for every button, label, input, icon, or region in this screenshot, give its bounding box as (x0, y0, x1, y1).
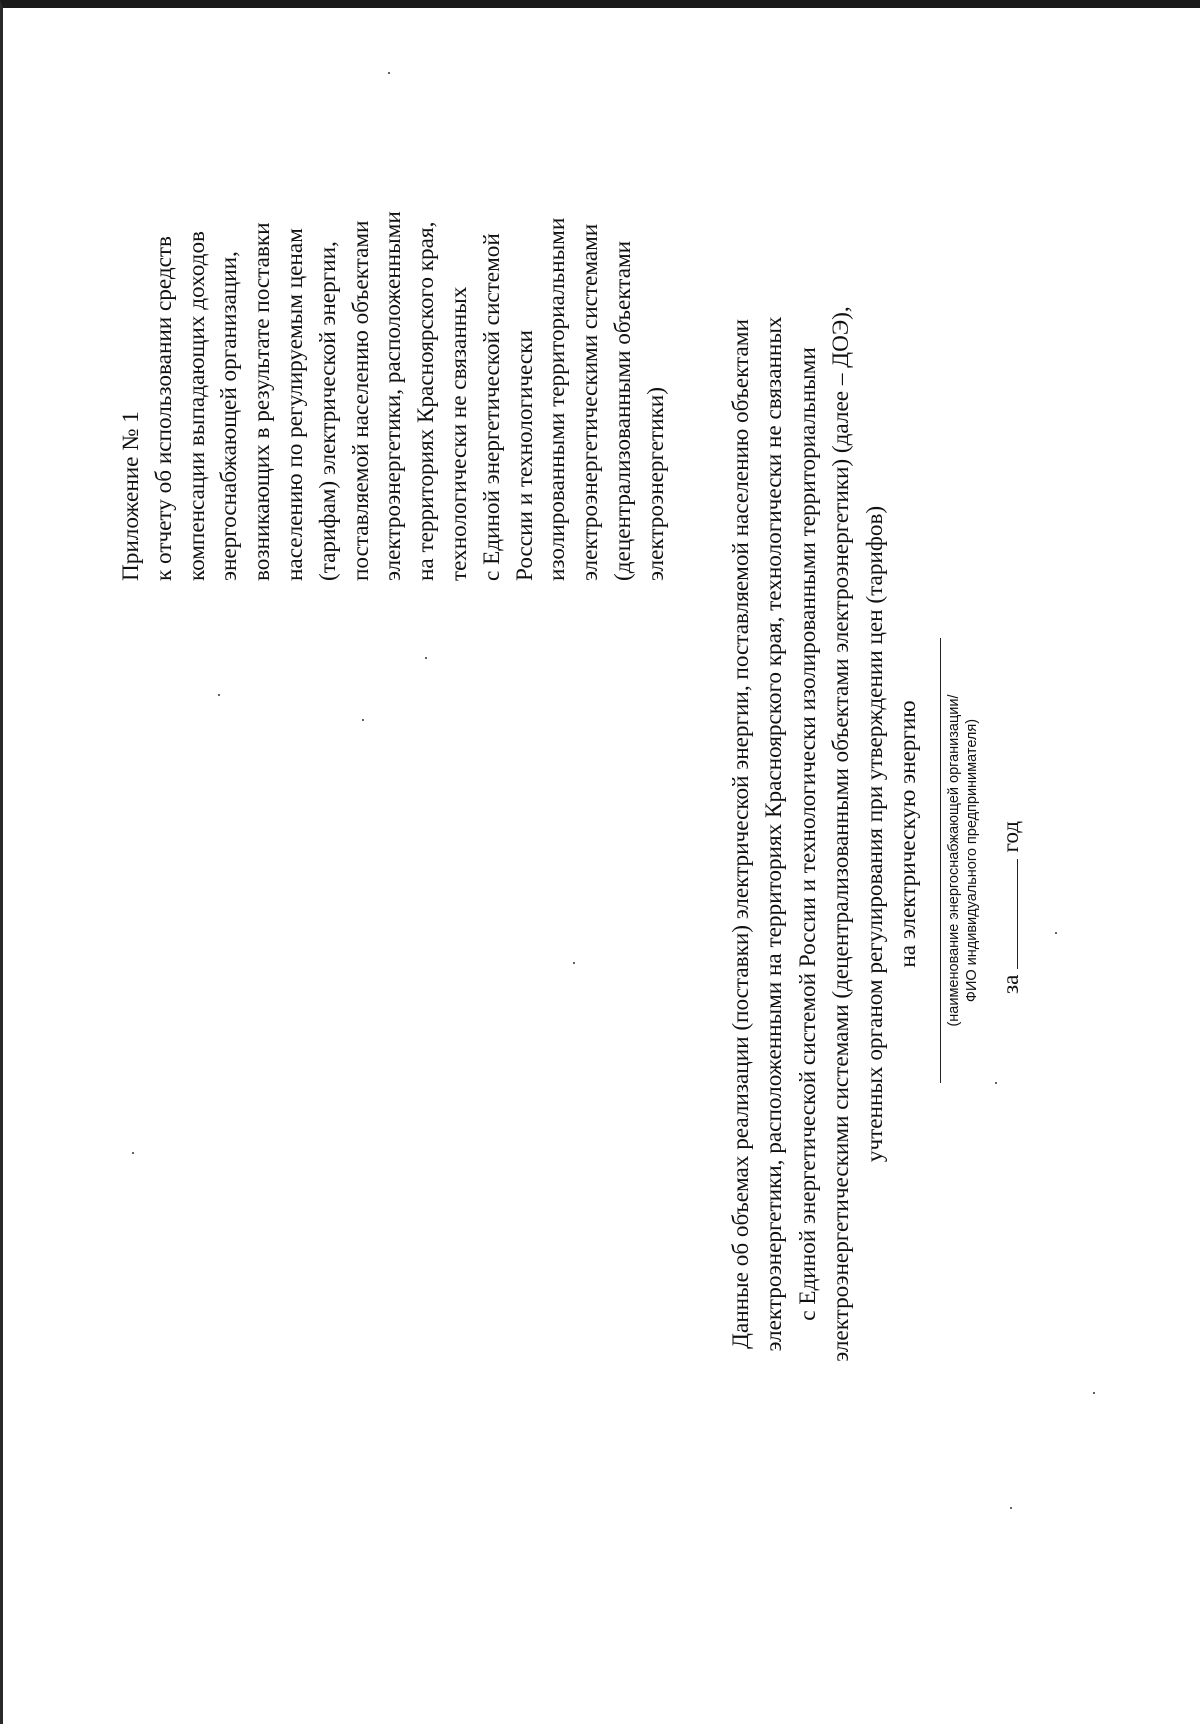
title-line: электроэнергетическими системами (децентрализованными объектами электроэнергетики) (далее – ДОЭ), (828, 306, 855, 1362)
appendix-line: России и технологически (511, 330, 538, 581)
scan-speck (425, 657, 427, 659)
scan-speck (132, 1152, 134, 1154)
appendix-line: электроэнергетическими системами (577, 223, 604, 581)
organization-name-line (940, 638, 941, 1083)
caption-line: ФИО индивидуального предпринимателя) (963, 718, 980, 1003)
period-prefix: за (998, 974, 1024, 994)
appendix-line: (тарифам) электрической энергии, (314, 241, 341, 581)
scan-speck (1093, 1392, 1095, 1394)
reporting-period (997, 694, 1025, 994)
caption-line: (наименование энергоснабжающей организации/ (946, 694, 962, 1027)
title-line: Данные об объемах реализации (поставки) электрической энергии, поставляемой населению объектами (728, 319, 754, 1349)
scan-speck (388, 72, 390, 74)
appendix-number: Приложение № 1 (118, 411, 144, 581)
appendix-line: к отчету об использовании средств (150, 235, 177, 581)
appendix-line: (децентрализованными объектами (609, 240, 636, 581)
appendix-heading (115, 36, 673, 581)
appendix-line: компенсации выпадающих доходов (183, 231, 210, 581)
appendix-line: на территориях Красноярского края, (413, 221, 440, 581)
appendix-line: поставляемой населению объектами (347, 220, 374, 581)
appendix-line: изолированными территориальными (544, 217, 571, 581)
title-line: с Единой энергетической системой России и технологически изолированными территориальными (794, 347, 821, 1321)
period-suffix: год (998, 820, 1024, 853)
organization-name-caption (946, 638, 981, 1083)
appendix-line: электроэнергетики, расположенными (380, 211, 407, 581)
scan-speck (1055, 932, 1057, 934)
year-blank (1016, 859, 1018, 969)
scan-speck (995, 1082, 997, 1084)
appendix-line: энергоснабжающей организации, (216, 251, 243, 581)
appendix-line: населению по регулируемым ценам (281, 228, 308, 581)
scan-speck (218, 694, 220, 696)
scan-speck (1010, 1507, 1012, 1509)
title-line: электроэнергетики, расположенными на территориях Красноярского края, технологически не связанных (761, 316, 788, 1352)
appendix-line: с Единой энергетической системой (478, 233, 505, 581)
appendix-line: возникающих в результате поставки (249, 222, 276, 581)
title-line: учтенных органом регулирования при утверждении цен (тарифов) (861, 505, 888, 1163)
scan-speck (573, 962, 575, 964)
document-title (725, 184, 925, 1484)
title-line: на электрическую энергию (895, 700, 922, 968)
appendix-line: технологически не связанных (445, 286, 472, 581)
appendix-line: электроэнергетики) (642, 387, 669, 581)
scan-speck (362, 719, 364, 721)
